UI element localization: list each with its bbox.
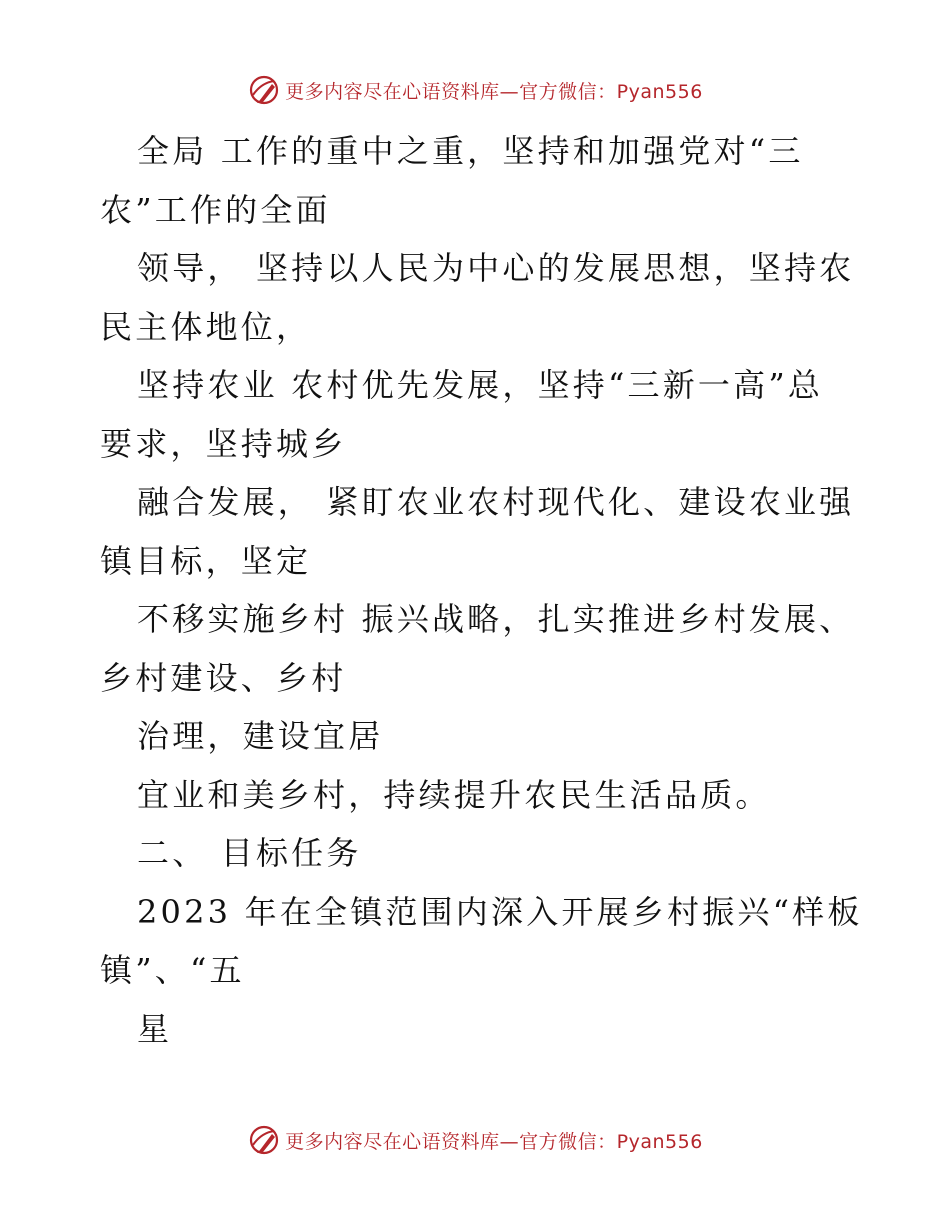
body-line: 乡村建设、乡村 (100, 658, 347, 697)
body-line: 坚持农业 农村优先发展，坚持“三新一高”总 (137, 366, 824, 404)
section-heading: 二、 目标任务 (137, 834, 362, 872)
body-line: 治理，建设宜居 (137, 717, 384, 755)
footer-banner-text: 更多内容尽在心语资料库—官方微信：Pyan556 (285, 1130, 703, 1153)
body-line: 镇目标，坚定 (100, 541, 312, 580)
body-line: 星 (137, 1009, 173, 1048)
footer-banner (0, 1120, 950, 1160)
body-line: 农”工作的全面 (100, 190, 331, 229)
body-line: 全局 工作的重中之重，坚持和加强党对“三 (137, 132, 804, 170)
header-banner (0, 70, 950, 110)
header-banner-text: 更多内容尽在心语资料库—官方微信：Pyan556 (285, 80, 703, 103)
body-line: 民主体地位， (100, 307, 312, 346)
body-line: 融合发展， 紧盯农业农村现代化、建设农业强 (137, 483, 855, 521)
body-line: 要求，坚持城乡 (100, 424, 347, 463)
pen-circle-logo-icon (247, 1123, 281, 1157)
document-body (100, 122, 863, 1058)
body-line: 不移实施乡村 振兴战略，扎实推进乡村发展、 (137, 600, 855, 638)
body-line: 2023 年在全镇范围内深入开展乡村振兴“样板 (137, 892, 863, 931)
pen-circle-logo-icon (247, 73, 281, 107)
body-line: 领导， 坚持以人民为中心的发展思想，坚持农 (137, 249, 855, 287)
body-line: 镇”、“五 (100, 951, 245, 989)
body-line: 宜业和美乡村，持续提升农民生活品质。 (137, 775, 771, 814)
